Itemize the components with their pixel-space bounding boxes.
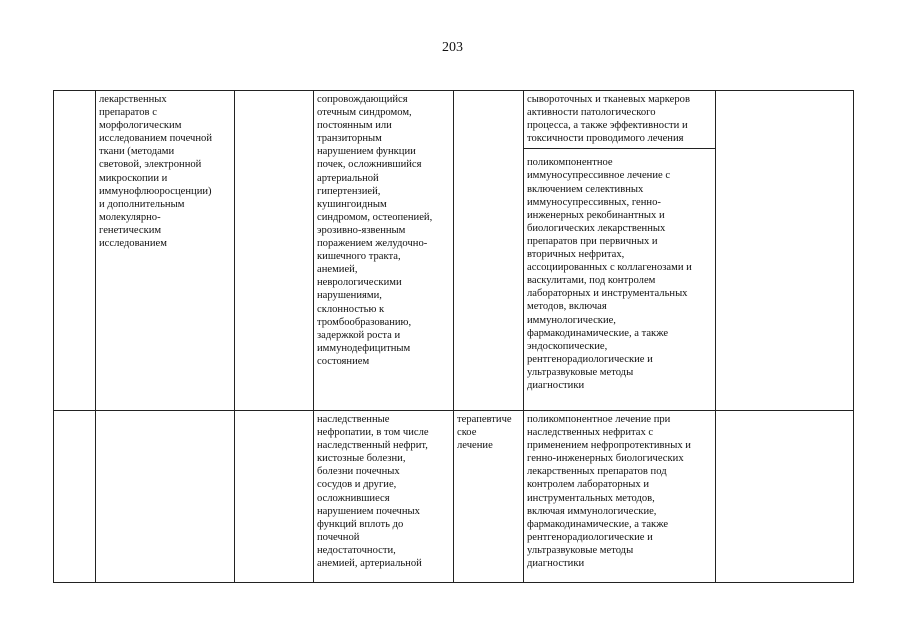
subcell-top [524,91,715,149]
table-cell-number [54,411,96,583]
table-cell-treatment-method [524,411,716,583]
table-cell-cost [716,411,854,583]
table-cell-model-patient [314,411,454,583]
table-cell-model-patient [314,91,454,411]
subcell-bottom [524,149,715,394]
table-cell-treatment-method [524,91,716,411]
cell-text: поликомпонентное иммуносупрессивное лечение с включением селективных иммуносупрессивных, генно- инженерных рекобинантных и биологических лекарственных препаратов при первичных и вторичных нефритах, ассоциированных с коллагенозами и васкулитами, под контролем лабораторных и инструментальных методов, включая иммунологические, фармакодинамические, а также эндоскопические, рентгенорадиологические и ультразвуковые методы диагностики [527,157,692,391]
table-row [54,91,854,411]
cell-text: сывороточных и тканевых маркеров активности патологического процесса, а также эффективности и токсичности проводимого лечения [527,94,690,145]
table-cell-methods [96,411,235,583]
table-cell-treatment-type [454,91,524,411]
medical-care-table [53,90,854,583]
table-row [54,411,854,583]
cell-text: терапевтиче ское лечение [457,414,512,452]
table-cell-code [235,411,314,583]
table-cell-code [235,91,314,411]
cell-text: лекарственных препаратов с морфологическим исследованием почечной ткани (методами световой, электронной микроскопии и иммунофлюоросценции) и дополнительным молекулярно- генетическим исследованием [99,94,212,250]
table-cell-methods [96,91,235,411]
table-cell-number [54,91,96,411]
table-cell-cost [716,91,854,411]
cell-text: сопровождающийся отечным синдромом, постоянным или транзиторным нарушением функции почек, осложнившийся артериальной гипертензией, кушингоидным синдромом, остеопенией, эрозивно-язвенным поражением желудочно- кишечного тракта, анемией, неврологическими нарушениями, склонностью к тромбообразованию, задержкой роста и иммунодефицитным состоянием [317,94,433,367]
cell-text: поликомпонентное лечение при наследственных нефритах с применением нефропротективных и генно-инженерных биологических лекарственных препаратов под контролем лабораторных и инструментальных методов, включая иммунологические, фармакодинамические, а также рентгенорадиологические и ультразвуковые методы диагностики [527,414,691,570]
table-cell-treatment-type [454,411,524,583]
page-number: 203 [442,40,463,55]
cell-text: наследственные нефропатии, в том числе наследственный нефрит, кистозные болезни, болезни почечных сосудов и другие, осложнившиеся нарушением почечных функций вплоть до почечной недостаточности, анемией, артериальной [317,414,429,570]
